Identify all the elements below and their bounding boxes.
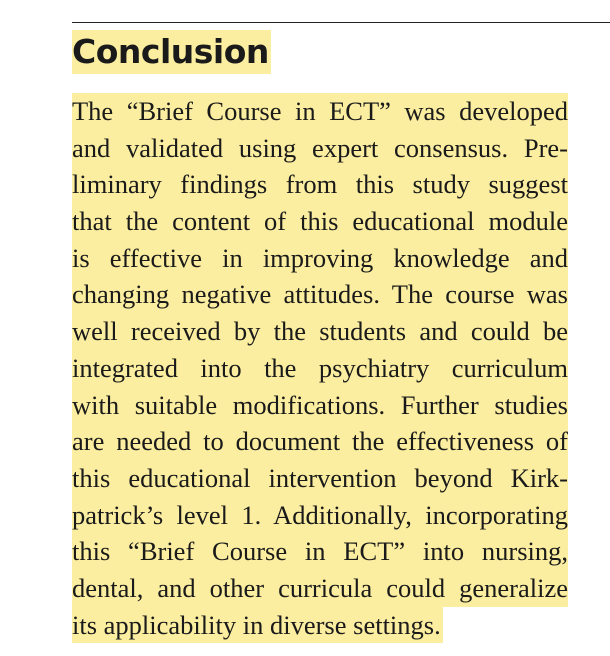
highlighted-text: well received by the students and could be	[72, 313, 568, 350]
paragraph-line	[72, 607, 568, 644]
paragraph-line	[72, 350, 568, 387]
highlighted-text: this educational intervention beyond Kirk-	[72, 460, 568, 497]
paragraph-line	[72, 203, 568, 240]
highlighted-text: patrick’s level 1. Additionally, incorporating	[72, 497, 568, 534]
paragraph-line	[72, 570, 568, 607]
paragraph-line	[72, 166, 568, 203]
highlighted-text: liminary findings from this study suggest	[72, 166, 568, 203]
highlighted-text: integrated into the psychiatry curriculum	[72, 350, 568, 387]
paragraph-line	[72, 130, 568, 167]
paragraph-line	[72, 423, 568, 460]
highlighted-text: this “Brief Course in ECT” into nursing,	[72, 533, 568, 570]
paragraph-line	[72, 240, 568, 277]
paragraph-line	[72, 497, 568, 534]
highlighted-text: changing negative attitudes. The course was	[72, 276, 568, 313]
highlighted-text: is effective in improving knowledge and	[72, 240, 568, 277]
paragraph-line	[72, 276, 568, 313]
conclusion-paragraph	[72, 93, 568, 643]
top-rule	[72, 22, 610, 23]
highlighted-text: that the content of this educational module	[72, 203, 568, 240]
highlighted-text: The “Brief Course in ECT” was developed	[72, 93, 568, 130]
paragraph-line	[72, 460, 568, 497]
highlighted-text: with suitable modifications. Further studies	[72, 387, 568, 424]
paragraph-line	[72, 533, 568, 570]
highlighted-text: dental, and other curricula could generalize	[72, 570, 568, 607]
highlighted-text: its applicability in diverse settings.	[72, 607, 443, 644]
section-heading: Conclusion	[72, 30, 271, 74]
highlighted-text: and validated using expert consensus. Pre-	[72, 130, 568, 167]
highlighted-text: are needed to document the effectiveness of	[72, 423, 568, 460]
paragraph-line	[72, 313, 568, 350]
paragraph-line	[72, 387, 568, 424]
paragraph-line	[72, 93, 568, 130]
